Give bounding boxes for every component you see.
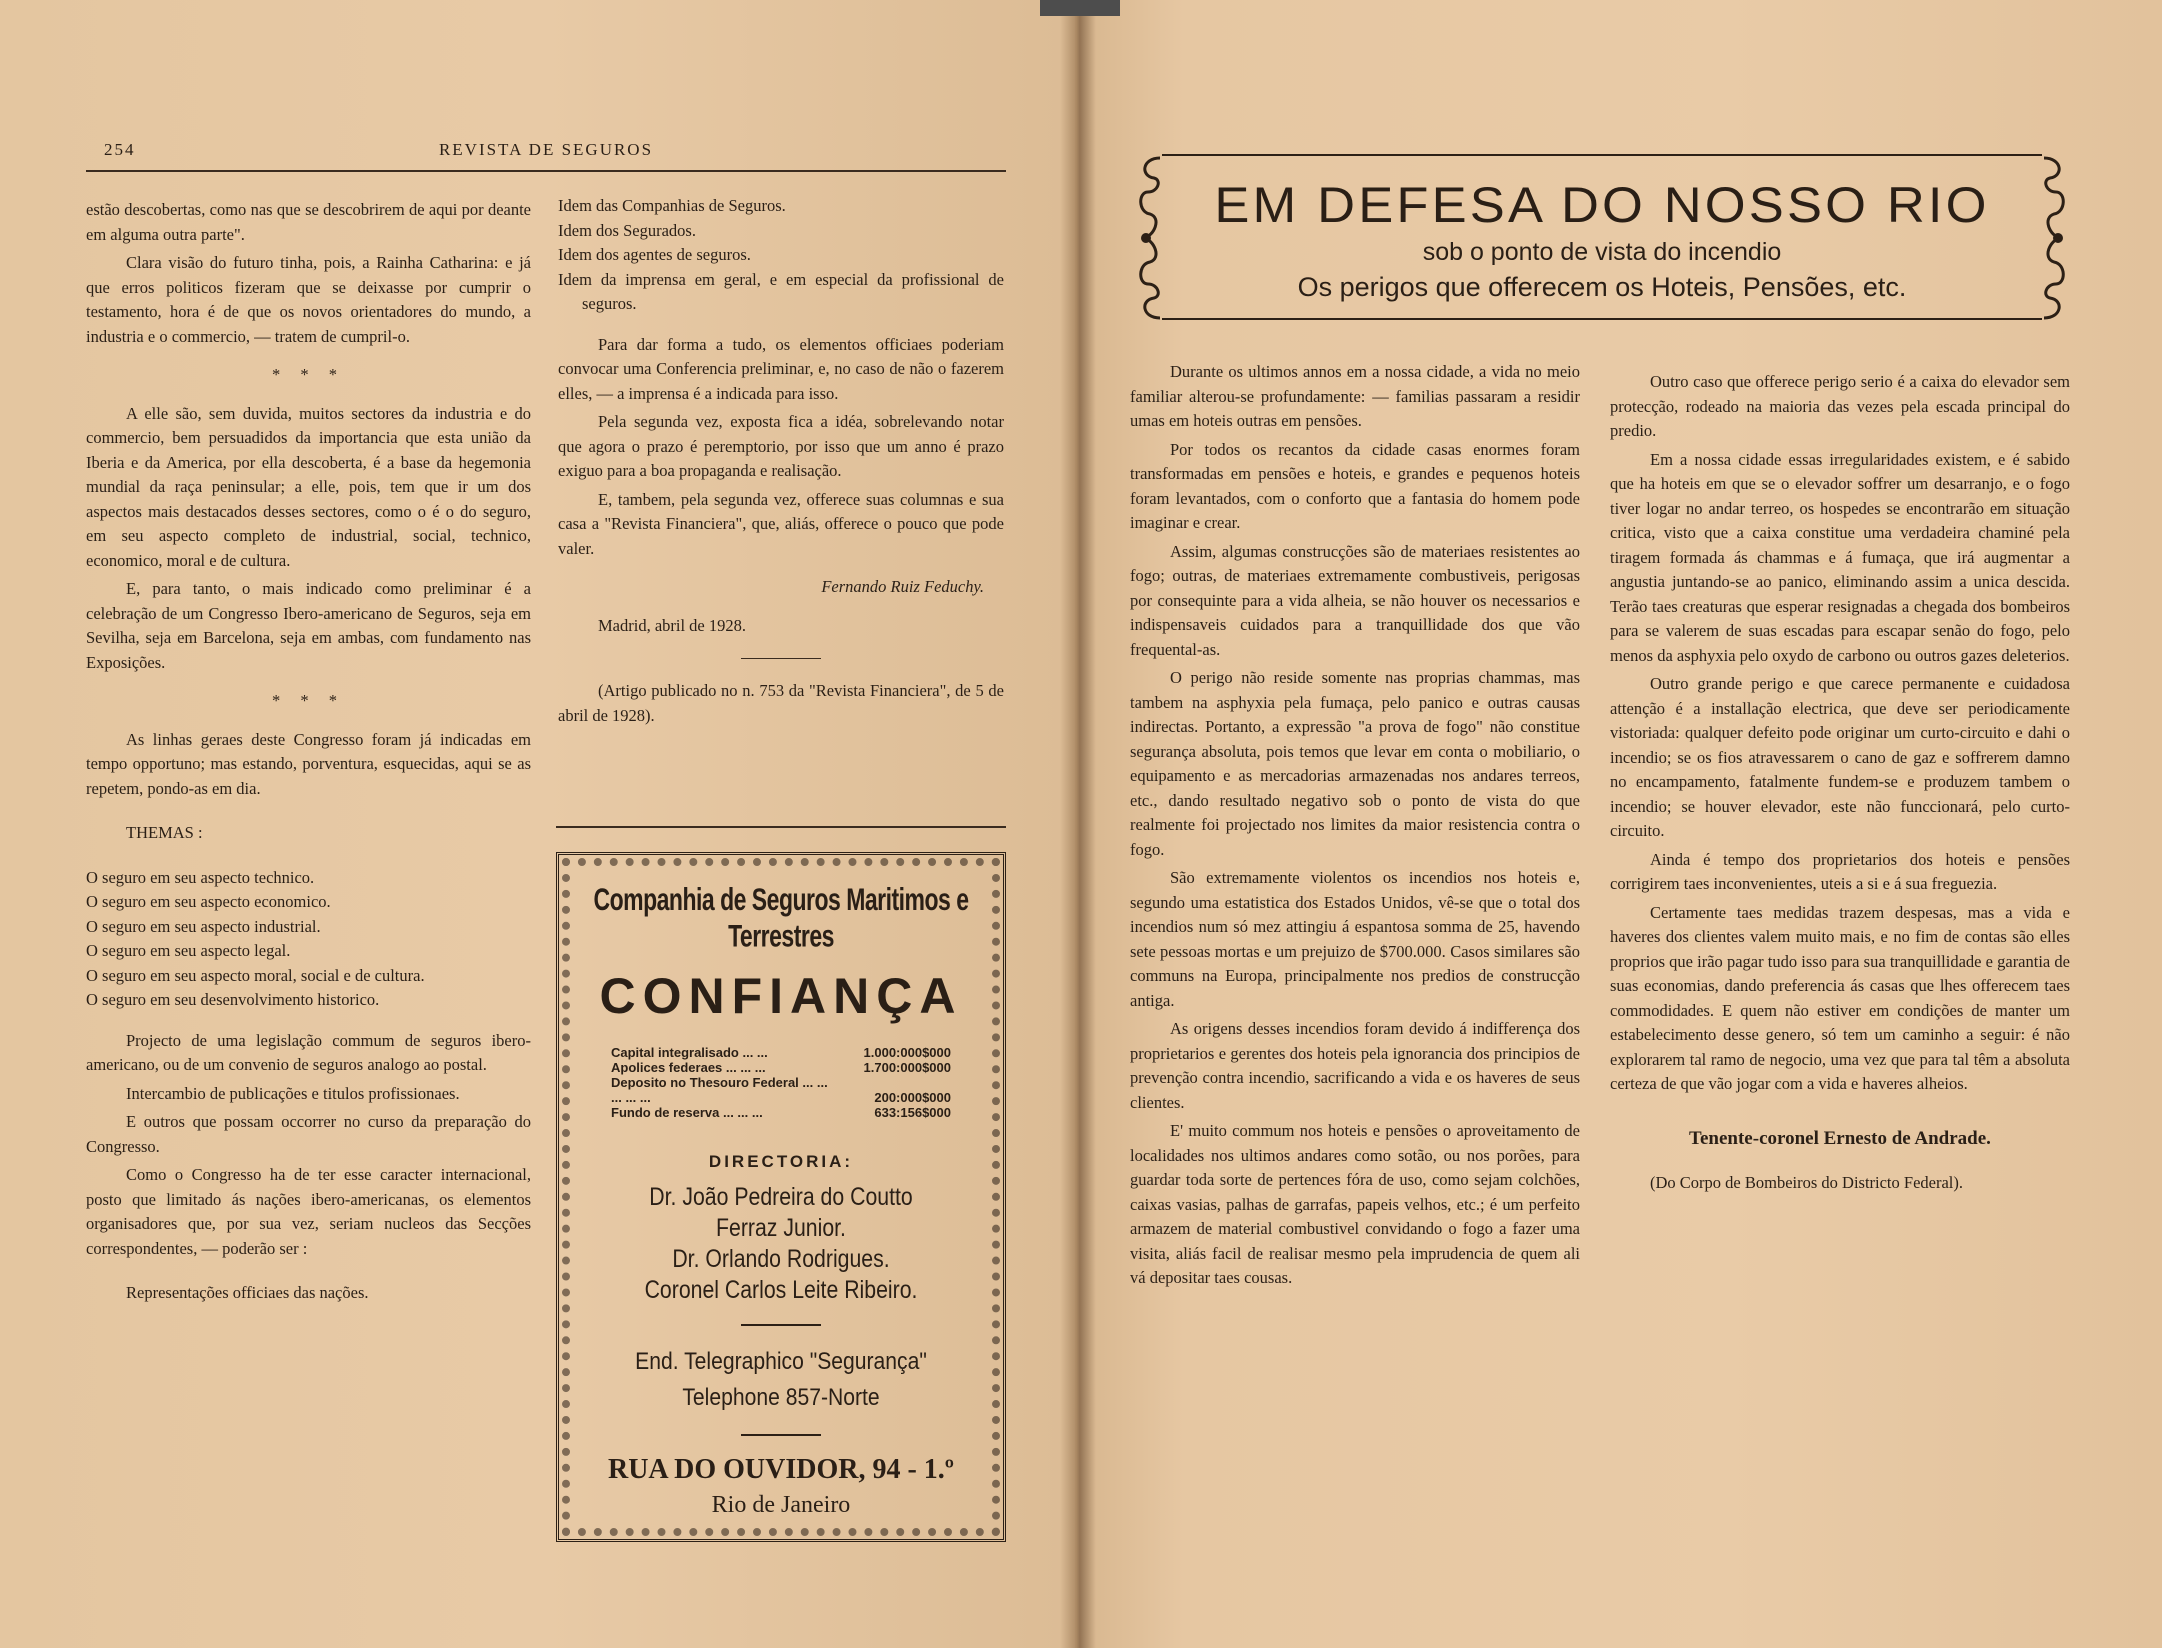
theme-item: O seguro em seu aspecto legal. xyxy=(86,941,291,960)
paragraph: E outros que possam occorrer no curso da preparação do Congresso. xyxy=(86,1112,531,1156)
article-subtitle: sob o ponto de vista do incendio xyxy=(1422,238,1782,266)
ad-capital-table xyxy=(611,1045,951,1120)
divider xyxy=(556,826,1006,828)
article-subtitle: Os perigos que offerecem os Hoteis, Pensões, etc. xyxy=(1297,272,1907,302)
book-gutter xyxy=(1060,0,1096,1648)
divider xyxy=(741,1434,821,1436)
table-label: Apolices federaes ... ... ... xyxy=(611,1060,766,1075)
theme-item: O seguro em seu aspecto technico. xyxy=(86,867,315,887)
paragraph: E' muito commum nos hoteis e pensões o aproveitamento de localidades nos ultimos andares como sotão, ou nos porões, para guardar toda sorte de pertences fóra de uso, como sejam colchões, caixas vasias, palhas de garrafas, papeis velhos, etc.; é um perfeito armazem de material combustivel convidando o fogo a fazer uma visita, aliás facil de realisar mesmo pela imprudencia de quem ali vá depositar taes cousas. xyxy=(1130,1121,1580,1287)
section-divider: * * * xyxy=(272,691,345,710)
publication-note: (Artigo publicado no n. 753 da "Revista Financiera", de 5 de abril de 1928). xyxy=(558,681,1004,725)
director-name: Dr. João Pedreira do Coutto xyxy=(649,1183,913,1211)
paragraph: estão descobertas, como nas que se descobrirem de aqui por deante em alguma outra parte". xyxy=(86,200,531,244)
ad-city: Rio de Janeiro xyxy=(711,1492,851,1518)
ad-directory-heading: DIRECTORIA: xyxy=(708,1152,854,1171)
left-column-1 xyxy=(86,198,531,1310)
theme-item: O seguro em seu aspecto economico. xyxy=(86,892,331,911)
ad-brand-name: CONFIANÇA xyxy=(599,968,963,1024)
paragraph: O perigo não reside somente nas proprias chammas, mas tambem na asphyxia pela fumaça, pelo panico e outras causas indirectas. Portanto, a expressão "a prova de fogo" não constitue segurança absoluta, pois temos que levar em conta o mobiliario, o equipamento e as mercadorias armazenadas nos andares terreos, etc., dando resultado negativo sob o ponto de vista do que realmente foi projectado nos limites da maior resistencia contra o fogo. xyxy=(1130,668,1580,859)
list-item: Idem das Companhias de Seguros. xyxy=(558,196,786,215)
ad-directors xyxy=(614,1182,947,1306)
paragraph: Como o Congresso ha de ter esse caracter internacional, posto que limitado ás nações ibero-americanas, os elementos organisadores que, por sua vez, seriam nucleos das Secções correspondentes, — poderão ser : xyxy=(86,1165,531,1258)
list-item: Idem dos agentes de seguros. xyxy=(558,245,751,264)
director-name: Coronel Carlos Leite Ribeiro. xyxy=(644,1276,918,1304)
paragraph: Para dar forma a tudo, os elementos officiaes poderiam convocar uma Conferencia preliminar, e, no caso de não o fazerem elles, — a imprensa é a indicada para isso. xyxy=(558,334,1004,403)
paragraph: Outro caso que offerece perigo serio é a caixa do elevador sem protecção, rodeado na maioria das vezes pela escada principal do predio. xyxy=(1610,372,2070,440)
dateline: Madrid, abril de 1928. xyxy=(598,615,747,635)
advertisement-confianca xyxy=(556,852,1006,1542)
organisers-list xyxy=(558,194,1004,317)
theme-item: O seguro em seu desenvolvimento historico. xyxy=(86,990,380,1009)
right-column-1 xyxy=(1130,360,1580,1295)
director-name: Dr. Orlando Rodrigues. xyxy=(672,1245,890,1273)
ad-telegraph: End. Telegraphico "Segurança" xyxy=(635,1348,927,1375)
running-title: REVISTA DE SEGUROS xyxy=(438,140,654,159)
paragraph: Outro grande perigo e que carece permanente e cuidadosa attenção é a installação electrica, que deve ser periodicamente vistoriada: qualquer defeito pode originar um curto-circuito e dahi o incendio; se os fios atravessarem o cano de gaz e soffrerem damno no encampamento, fatalmente fundem-se e produzem tambem o incendio; se houver elevador, este não funccionará, pelo curto-circuito. xyxy=(1610,674,2070,840)
paragraph: Ainda é tempo dos proprietarios dos hoteis e pensões corrigirem taes inconvenientes, uteis a si e á sua freguezia. xyxy=(1610,849,2070,893)
paragraph: Clara visão do futuro tinha, pois, a Rainha Catharina: e já que erros politicos fizeram que se deixasse por cumprir o testamento, hora é de que os novos orientadores do mundo, a industria e o commercio, — tratem de cumpril-o. xyxy=(86,253,531,346)
table-value: 1.000:000$000 xyxy=(863,1045,951,1060)
paragraph: Representações officiaes das nações. xyxy=(126,1283,369,1302)
ad-telephone: Telephone 857-Norte xyxy=(682,1384,880,1411)
table-value: 200:000$000 xyxy=(874,1090,951,1105)
table-row xyxy=(611,1075,951,1105)
table-row xyxy=(611,1045,951,1060)
paragraph: A elle são, sem duvida, muitos sectores da industria e do commercio, bem persuadidos da importancia que esta união da Iberia e da America, por ella descoberta, é a base da hegemonia mundial da raça peninsular; a elle, pois, tem que ir um dos aspectos mais destacados desses sectores, como o é o do seguro, em seu aspecto completo de industrial, social, technico, economico, moral e de cultura. xyxy=(86,403,531,570)
headline-box xyxy=(1132,146,2072,330)
paragraph: As linhas geraes deste Congresso foram já indicadas em tempo opportuno; mas estando, porventura, esquecidas, aqui se as repetem, pondo-as em dia. xyxy=(86,729,531,798)
table-row xyxy=(611,1060,951,1075)
table-label: Capital integralisado ... ... xyxy=(611,1045,768,1060)
paragraph: São extremamente violentos os incendios nos hoteis e, segundo uma estatistica dos Estados Unidos, vê-se que o total dos incendios num só mez attingiu á espantosa somma de 25, havendo sete pessoas mortas e um prejuizo de $700.000. Casos similares são communs na Europa, principalmente nos predios de construcção antiga. xyxy=(1130,868,1580,1010)
table-label: Fundo de reserva ... ... ... xyxy=(611,1105,763,1120)
theme-item: O seguro em seu aspecto industrial. xyxy=(86,916,321,936)
paragraph: As origens desses incendios foram devido á indifferença dos proprietarios e gerentes dos hoteis pela ignorancia dos principios de prevenção contra incendio, sacrificando a vida e os haveres de seus clientes. xyxy=(1130,1019,1580,1112)
running-head xyxy=(86,136,1006,172)
list-item: Idem dos Segurados. xyxy=(558,220,696,240)
left-column-2 xyxy=(558,194,1004,732)
director-name: Ferraz Junior. xyxy=(716,1214,846,1242)
paragraph: Pela segunda vez, exposta fica a idéa, sobrelevando notar que agora o prazo é peremptorio, por isso que um anno é prazo exiguo para a boa propaganda e realisação. xyxy=(558,412,1004,480)
left-page xyxy=(0,0,1075,1648)
page-number: 254 xyxy=(104,140,136,159)
paragraph: Assim, algumas construcções são de materiaes resistentes ao fogo; outras, de materiaes extremamente combustiveis, perigosas por consequinte para a vida alheia, se não houver os necessarios e indispensaveis cuidados para a tranquillidade dos que vão frequental-as. xyxy=(1130,541,1580,659)
divider xyxy=(1162,154,2042,156)
list-item: Idem da imprensa em geral, e em especial da profissional de seguros. xyxy=(558,269,1004,313)
theme-item: O seguro em seu aspecto moral, social e de cultura. xyxy=(86,965,425,985)
themes-list xyxy=(86,866,531,1013)
paragraph: Por todos os recantos da cidade casas enormes foram transformadas em pensões e hoteis, e grandes e pequenos hoteis foram levantados, com o conforto que a fantasia do homem pode imaginar e crear. xyxy=(1130,439,1580,532)
author-signature: Tenente-coronel Ernesto de Andrade. xyxy=(1689,1127,1991,1149)
themes-heading: THEMAS : xyxy=(126,823,203,842)
paragraph: Durante os ultimos annos em a nossa cidade, a vida no meio familiar alterou-se profundamente: — familias passaram a residir umas em hoteis outras em pensões. xyxy=(1130,362,1580,430)
author-affiliation: (Do Corpo de Bombeiros do Districto Federal). xyxy=(1650,1173,1963,1192)
divider xyxy=(741,1324,821,1326)
paragraph: E, para tanto, o mais indicado como preliminar é a celebração de um Congresso Ibero-americano de Seguros, seja em Sevilha, seja em Barcelona, seja em ambas, com fundamento nas Exposições. xyxy=(86,579,531,672)
table-label: Deposito no Thesouro Federal ... ... ... ... ... xyxy=(611,1075,828,1105)
ad-company: Companhia de Seguros Maritimos e Terrestres xyxy=(593,881,969,954)
paragraph: Projecto de uma legislação commum de seguros ibero-americano, ou de um convenio de seguros analogo ao postal. xyxy=(86,1030,531,1074)
right-column-2 xyxy=(1610,370,2070,1200)
section-divider: * * * xyxy=(272,365,345,384)
paragraph: E, tambem, pela segunda vez, offerece suas columnas e sua casa a "Revista Financiera", que, aliás, offerece o pouco que pode valer. xyxy=(558,489,1004,558)
table-row xyxy=(611,1105,951,1120)
paragraph: Certamente taes medidas trazem despesas, mas a vida e haveres dos clientes valem muito mais, e no fim de contas são elles proprios que irão pagar tudo isso para sua tranquillidade e garantia de suas economias, dando preferencia ás casas que lhes offerecem taes commodidades. E quem não estiver em condições de manter um estabelecimento desse genero, só tem um caminho a seguir: é não explorarem tal ramo de negocio, uma vez que para tal têm a absoluta certeza de que vão jogar com a vida e haveres alheios. xyxy=(1610,902,2070,1093)
article-signature: Fernando Ruiz Feduchy. xyxy=(821,577,984,596)
ad-address: RUA DO OUVIDOR, 94 - 1.º xyxy=(607,1454,955,1485)
table-value: 1.700:000$000 xyxy=(863,1060,951,1075)
binding-edge xyxy=(1040,0,1120,16)
divider xyxy=(741,658,821,659)
table-value: 633:156$000 xyxy=(874,1105,951,1120)
divider xyxy=(1162,318,2042,320)
paragraph: Intercambio de publicações e titulos profissionaes. xyxy=(126,1083,460,1103)
article-title: EM DEFESA DO NOSSO RIO xyxy=(1214,177,1990,233)
paragraph: Em a nossa cidade essas irregularidades existem, e é sabido que ha hoteis em que se o elevador soffrer um desarranjo, e o fogo tiver logar no andar terreo, os hospedes se encontrarão em situação critica, visto que a caixa constitue uma verdadeira chaminé pela tiragem formada ás chammas e á fumaça, que irá augmentar a angustia juntando-se ao panico, eliminando assim a unica descida. Terão taes creaturas que esperar resignadas a chegada dos bombeiros para se valerem de suas escadas para escapar senão do fogo, pelo menos da asphyxia pelo oxydo de carbono ou outros gazes deleterios. xyxy=(1610,449,2070,665)
